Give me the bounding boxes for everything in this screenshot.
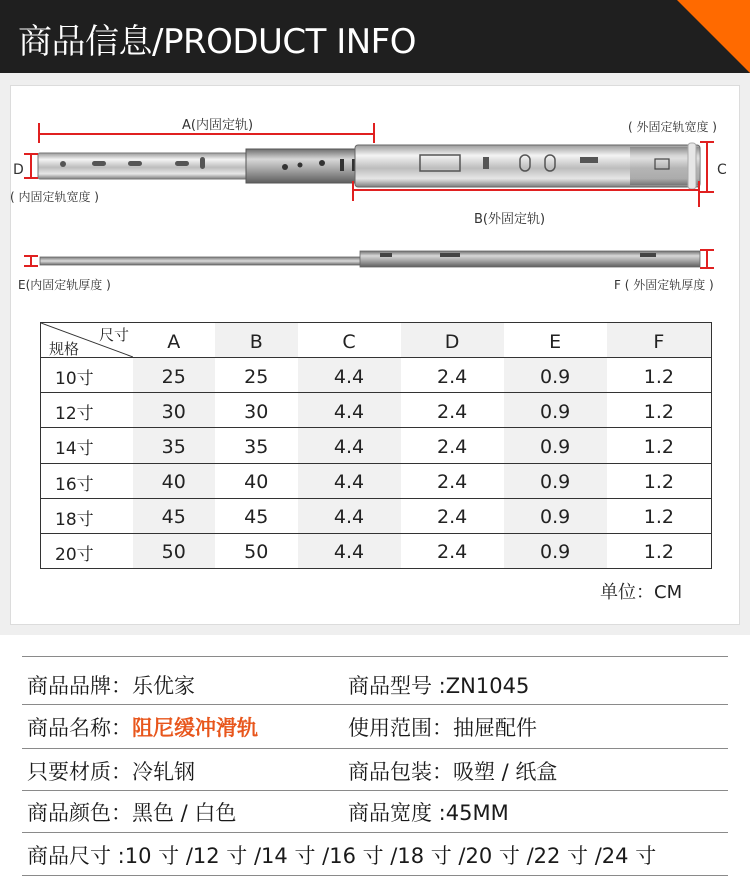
value-cell: 0.9 bbox=[504, 428, 607, 463]
material-label: 只要材质： bbox=[27, 760, 132, 784]
usage-row bbox=[348, 712, 537, 742]
color-label: 商品颜色： bbox=[27, 801, 132, 825]
value-cell: 4.4 bbox=[298, 358, 401, 393]
column-header: A bbox=[133, 323, 216, 358]
size-cell: 12寸 bbox=[41, 393, 133, 428]
value-cell: 2.4 bbox=[401, 428, 504, 463]
value-cell: 1.2 bbox=[607, 393, 712, 428]
divider bbox=[22, 704, 728, 705]
brand-value: 乐优家 bbox=[132, 674, 195, 698]
material-value: 冷轧钢 bbox=[132, 760, 195, 784]
value-cell: 1.2 bbox=[607, 498, 712, 533]
value-cell: 1.2 bbox=[607, 463, 712, 498]
label-a: A(内固定轨) bbox=[182, 118, 254, 133]
value-cell: 50 bbox=[133, 533, 216, 568]
label-d-desc: ( 内固定轨宽度 ) bbox=[10, 190, 99, 204]
value-cell: 35 bbox=[215, 428, 298, 463]
corner-top-label: 尺寸 bbox=[99, 326, 130, 344]
width-row bbox=[348, 797, 509, 827]
usage-value: 抽屉配件 bbox=[453, 716, 537, 740]
value-cell: 0.9 bbox=[504, 358, 607, 393]
inner-rail-top-view bbox=[38, 149, 368, 183]
spec-table bbox=[40, 322, 712, 569]
size-cell: 16寸 bbox=[41, 463, 133, 498]
table-corner-cell bbox=[41, 323, 133, 358]
size-label: 商品尺寸 : bbox=[27, 844, 125, 868]
label-c-desc: ( 外固定轨宽度 ) bbox=[628, 120, 717, 134]
value-cell: 50 bbox=[244, 541, 269, 564]
color-value: 黑色 / 白色 bbox=[132, 801, 237, 825]
outer-rail-top-view bbox=[355, 143, 700, 189]
unit-label: 单位：CM bbox=[600, 582, 683, 603]
color-row bbox=[27, 797, 236, 827]
size-value: 10 寸 /12 寸 /14 寸 /16 寸 /18 寸 /20 寸 /22 寸 /24 寸 bbox=[124, 844, 657, 868]
label-e: E(内固定轨厚度 ) bbox=[18, 278, 111, 292]
size-row bbox=[27, 840, 656, 870]
size-cell: 20寸 bbox=[55, 544, 94, 565]
usage-label: 使用范围： bbox=[348, 716, 453, 740]
material-row bbox=[27, 756, 195, 786]
divider bbox=[22, 748, 728, 749]
name-row bbox=[27, 712, 258, 742]
table-row bbox=[41, 463, 712, 498]
value-cell: 1.2 bbox=[643, 541, 674, 564]
divider bbox=[22, 790, 728, 791]
value-cell: 40 bbox=[215, 463, 298, 498]
value-cell: 2.4 bbox=[401, 463, 504, 498]
name-label: 商品名称： bbox=[27, 716, 132, 740]
column-header: B bbox=[215, 323, 298, 358]
brand-label: 商品品牌： bbox=[27, 674, 132, 698]
value-cell: 25 bbox=[133, 358, 216, 393]
label-d: D bbox=[13, 162, 24, 178]
size-cell: 14寸 bbox=[41, 428, 133, 463]
model-label: 商品型号 : bbox=[348, 674, 446, 698]
column-header: E bbox=[504, 323, 607, 358]
model-value: ZN1045 bbox=[445, 674, 530, 698]
header-accent-triangle bbox=[677, 0, 750, 73]
value-cell: 30 bbox=[215, 393, 298, 428]
value-cell: 25 bbox=[215, 358, 298, 393]
table-row bbox=[41, 358, 712, 393]
header-bar bbox=[0, 0, 750, 73]
value-cell: 4.4 bbox=[298, 463, 401, 498]
width-value: 45MM bbox=[445, 801, 509, 825]
value-cell: 4.4 bbox=[298, 498, 401, 533]
table-row bbox=[41, 498, 712, 533]
divider bbox=[22, 656, 728, 657]
value-cell: 0.9 bbox=[504, 463, 607, 498]
value-cell: 2.4 bbox=[401, 393, 504, 428]
table-row bbox=[41, 393, 712, 428]
section-title: 商品信息/PRODUCT INFO bbox=[18, 22, 417, 62]
brand-row bbox=[27, 670, 195, 700]
value-cell: 45 bbox=[133, 498, 216, 533]
value-cell: 2.4 bbox=[436, 541, 468, 564]
table-row bbox=[41, 533, 712, 568]
value-cell: 4.4 bbox=[298, 533, 401, 568]
name-value: 阻尼缓冲滑轨 bbox=[132, 716, 258, 740]
value-cell: 4.4 bbox=[298, 428, 401, 463]
value-cell: 0.9 bbox=[504, 393, 607, 428]
value-cell: 0.9 bbox=[504, 533, 607, 568]
value-cell: 2.4 bbox=[401, 358, 504, 393]
package-row bbox=[348, 756, 557, 786]
value-cell: 0.9 bbox=[504, 498, 607, 533]
value-cell: 40 bbox=[133, 463, 216, 498]
size-cell: 10寸 bbox=[41, 358, 133, 393]
model-row bbox=[348, 670, 529, 700]
package-label: 商品包装： bbox=[348, 760, 453, 784]
divider bbox=[22, 832, 728, 833]
value-cell: 1.2 bbox=[607, 358, 712, 393]
table-row bbox=[41, 428, 712, 463]
column-header: D bbox=[401, 323, 504, 358]
corner-bottom-label: 规格 bbox=[49, 340, 80, 358]
value-cell: 30 bbox=[133, 393, 216, 428]
value-cell: 45 bbox=[215, 498, 298, 533]
size-cell: 18寸 bbox=[41, 498, 133, 533]
value-cell: 4.4 bbox=[298, 393, 401, 428]
value-cell: 35 bbox=[133, 428, 216, 463]
table-header-row bbox=[41, 323, 712, 358]
width-label: 商品宽度 : bbox=[348, 801, 446, 825]
column-header: F bbox=[607, 323, 712, 358]
divider bbox=[22, 875, 728, 876]
label-b: B(外固定轨) bbox=[474, 212, 546, 227]
label-f: F ( 外固定轨厚度 ) bbox=[614, 278, 714, 292]
package-value: 吸塑 / 纸盒 bbox=[453, 760, 558, 784]
column-header: C bbox=[298, 323, 401, 358]
value-cell: 1.2 bbox=[607, 428, 712, 463]
label-c: C bbox=[717, 162, 727, 178]
value-cell: 2.4 bbox=[401, 498, 504, 533]
rail-side-view bbox=[40, 251, 700, 267]
